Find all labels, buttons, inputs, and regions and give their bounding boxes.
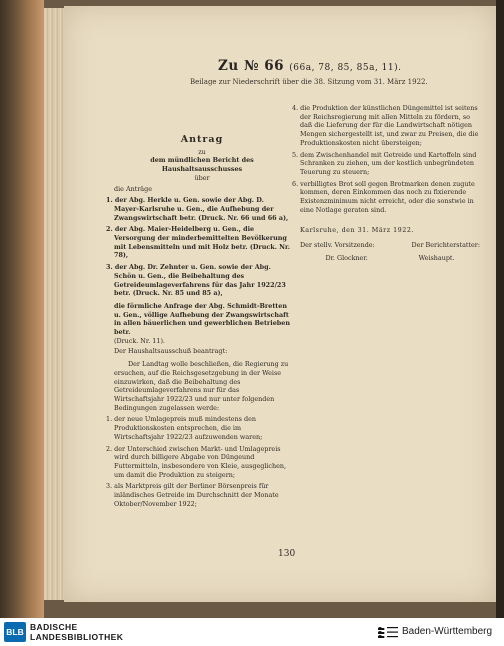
blb-logo: BLB <box>4 622 26 642</box>
signature-roles <box>300 241 480 250</box>
heading-refs: (66a, 78, 85, 85a, 11). <box>289 63 402 73</box>
scan-border <box>496 0 504 618</box>
condition-1: 1. der neue Umlagepreis muß mindestens den Produktionskosten entsprechen, die im Wirtschaftsjahr 1922/23 aufzuwenden waren; <box>106 415 263 441</box>
motion-4: die förmliche Anfrage der Abg. Schmidt-Bretten u. Gen., völlige Aufhebung der Zwangswirtschaft in allen bäuerlichen und gewerblichen Betrieben betr. <box>114 301 290 337</box>
signature-role-rapporteur: Der Berichterstatter: <box>411 241 480 250</box>
heading-number: Zu № 66 <box>218 58 285 74</box>
book-fold <box>0 0 44 618</box>
library-name-line-2: LANDESBIBLIOTHEK <box>30 632 124 642</box>
library-name-line-1: BADISCHE <box>30 622 78 632</box>
condition-6: 6. verbilligtes Brot soll gegen Brotmarken denen zugute kommen, deren Einkommen das noch zu fixierende Existenzminimum nicht erreicht, oder die sonstwie in eine Notlage geraten sind. <box>292 179 475 214</box>
left-column <box>106 134 291 508</box>
page-edges <box>44 8 66 600</box>
right-column <box>292 104 480 263</box>
document-subtitle: Beilage zur Niederschrift über die 38. Sitzung vom 31. März 1922. <box>190 78 428 86</box>
document-heading <box>218 58 402 74</box>
place-date: Karlsruhe, den 31. März 1922. <box>300 226 414 235</box>
library-footer <box>0 618 504 646</box>
motion-1: 1. der Abg. Herkle u. Gen. sowie der Abg. D. Mayer-Karlsruhe u. Gen., die Aufhebung der Zwangswirtschaft betr. (Druck. Nr. 66 und 66 a), <box>106 196 289 222</box>
three-lions-icon <box>376 624 400 640</box>
ausschuss-line: Der Haushaltsausschuß beantragt: <box>114 347 228 356</box>
document-page <box>64 6 496 602</box>
motion-2: 2. der Abg. Maier-Heidelberg u. Gen., die Versorgung der minderbemittelten Bevölkerung mit Lebensmitteln und mit Holz betr. (Druck. Nr. 78), <box>106 225 291 260</box>
report-line: dem mündlichen Bericht des Haushaltsausschusses <box>150 156 254 174</box>
motion-3: 3. der Abg. Dr. Zehnter u. Gen. sowie der Abg. Schön u. Gen., die Beibehaltung des Getreideumlageverfahrens für das Jahr 1922/23 betr. (Druck. Nr. 85 und 85 a), <box>106 263 286 298</box>
signature-name-rapporteur: Weishaupt. <box>418 253 455 262</box>
page-number: 130 <box>278 549 296 559</box>
signature-role-chair: Der stellv. Vorsitzende: <box>300 241 375 250</box>
signature-names <box>300 254 480 263</box>
antrag-title: Antrag <box>180 134 224 145</box>
library-name <box>30 622 123 642</box>
signature-name-chair: Dr. Glockner. <box>325 253 368 262</box>
condition-5: 5. dem Zwischenhandel mit Getreide und Kartoffeln sind Schranken zu ziehen, um der kostlich unbegründeten Teuerung zu steuern; <box>292 150 477 176</box>
state-name: Baden-Württemberg <box>402 626 493 637</box>
die-antraege-line: die Anträge <box>114 184 152 193</box>
motion-4-ref: (Druck. Nr. 11). <box>114 336 165 345</box>
condition-4: 4. die Produktion der künstlichen Düngemittel ist seitens der Reichsregierung mit allen Mitteln zu fördern, so daß die Lieferung der für die Landwirtschaft nötigen Mengen sichergestellt ist, und zwar zu Preisen, die die Produktionskosten nicht übersteigen; <box>292 104 479 147</box>
zu-line: zu <box>198 147 206 156</box>
condition-2: 2. der Unterschied zwischen Markt- und Umlagepreis wird durch billigere Abgabe von Düngeund Futtermitteln, insbesondere von Kleie, ausgeglichen, um damit die Produktion zu steigern; <box>106 444 287 479</box>
condition-3: 3. als Marktpreis gilt der Berliner Börsenpreis für inländisches Getreide im Durchschnitt der Monate Oktober/November 1922; <box>106 482 279 508</box>
ueber-line: über <box>194 173 210 182</box>
resolution-text: Der Landtag wolle beschließen, die Regierung zu ersuchen, auf die Reichsgesetzgebung in der Weise einzuwirken, daß die Beibehaltung des Getreideumlageverfahrens nur für das Wirtschaftsjahr 1922/23 und nur unter folgenden Bedingungen zugelassen werde: <box>114 360 289 412</box>
